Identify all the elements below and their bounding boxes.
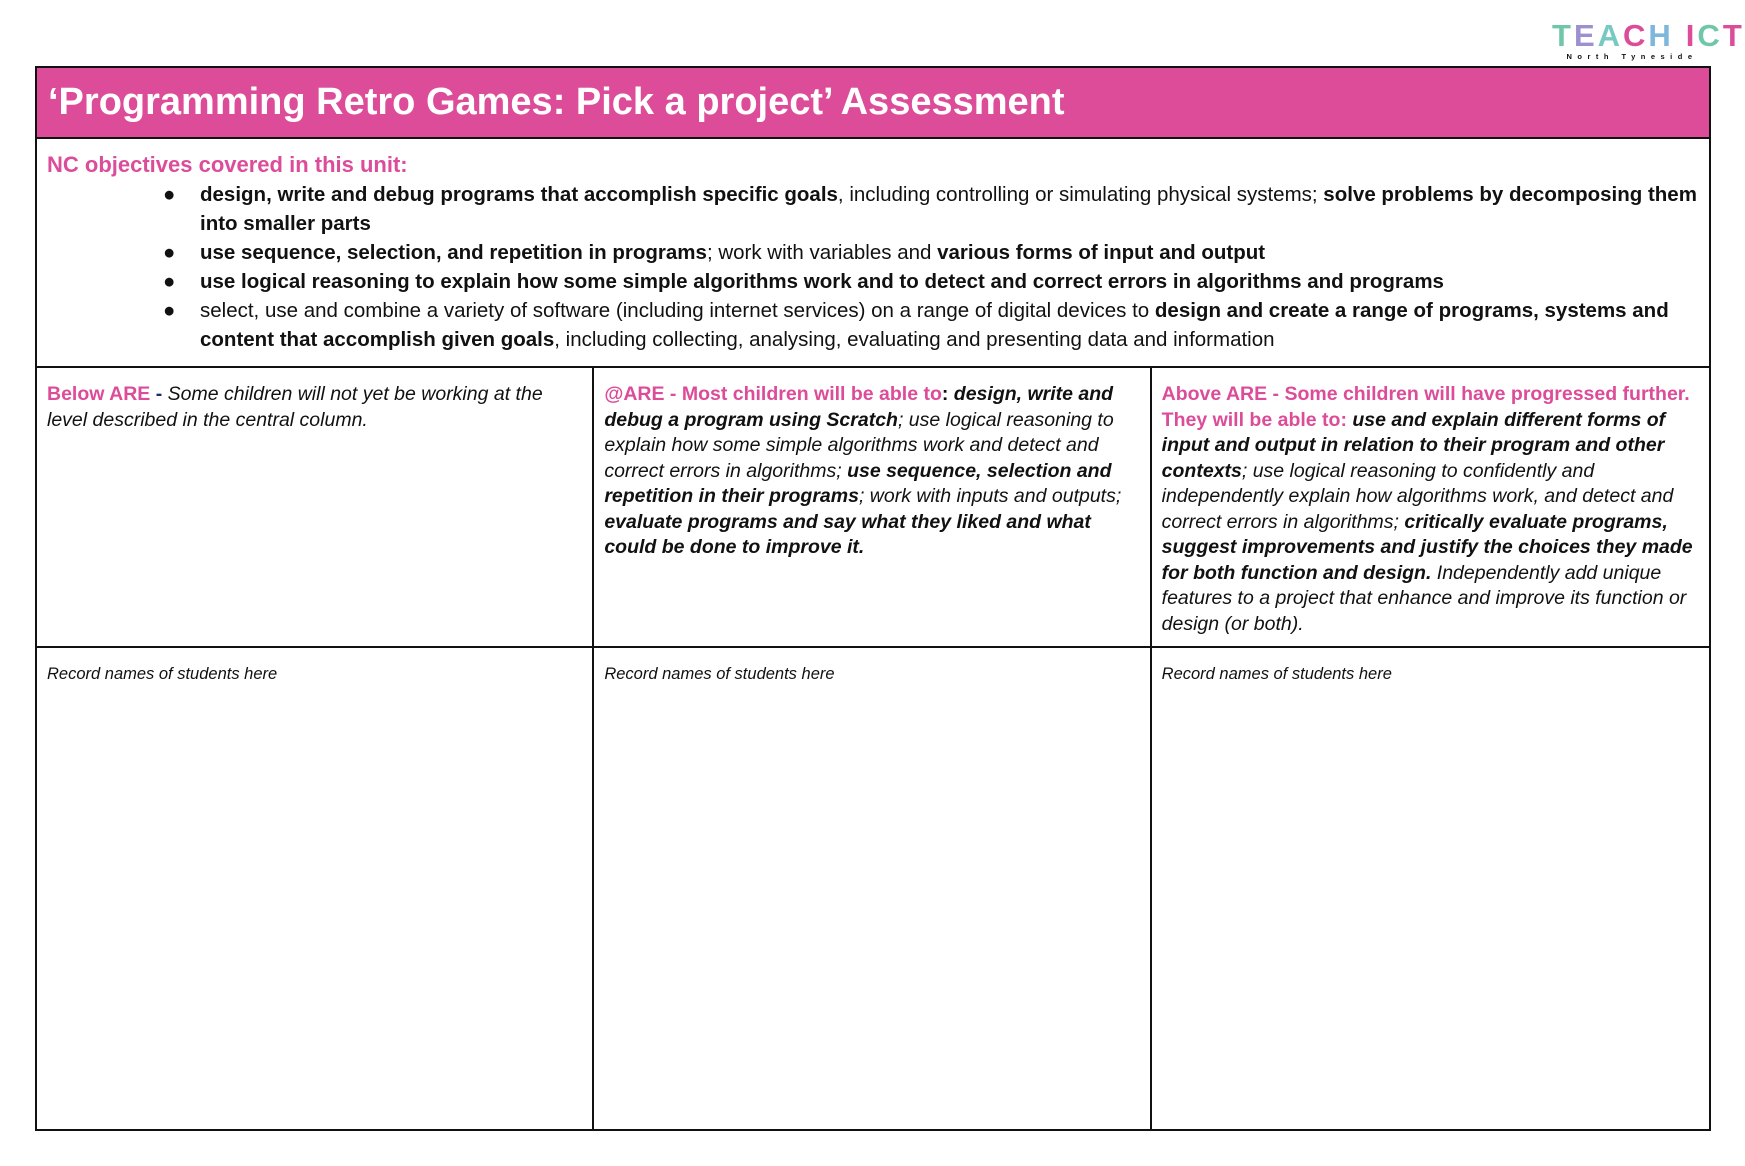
at-are-bold: evaluate programs and say what they liked and what could be done to improve it. bbox=[604, 510, 1091, 558]
record-label: Record names of students here bbox=[604, 665, 835, 683]
at-are-colon: : bbox=[941, 383, 954, 405]
above-are-label: Above ARE - Some children will have progressed further. They will be able to: bbox=[1161, 383, 1690, 431]
objective-item bbox=[47, 267, 1699, 296]
objective-bold: design and create a range of programs, systems and content that accomplish given goals bbox=[200, 299, 1669, 351]
at-are-cell bbox=[594, 368, 1151, 646]
at-are-bold: design, write and debug a program using Scratch bbox=[604, 383, 1114, 431]
objective-item bbox=[47, 238, 1699, 267]
at-are-description: ; work with inputs and outputs; bbox=[858, 485, 1122, 507]
levels-row bbox=[37, 368, 1709, 648]
objective-bold: design, write and debug programs that accomplish specific goals bbox=[200, 183, 838, 206]
logo-letter: T bbox=[1722, 18, 1745, 53]
objective-text: , including collecting, analysing, evaluating and presenting data and information bbox=[554, 328, 1275, 351]
logo-subtitle: North Tyneside bbox=[1566, 52, 1698, 61]
objectives-list bbox=[47, 180, 1699, 354]
above-are-text bbox=[1162, 382, 1699, 637]
logo-wordmark bbox=[1552, 18, 1745, 54]
at-are-description: ; use logical reasoning to explain how some simple algorithms work and detect and correct errors in algorithms; bbox=[604, 408, 1114, 482]
assessment-table bbox=[35, 66, 1711, 1131]
logo-letter: H bbox=[1648, 18, 1674, 53]
above-are-description: Independently add unique features to a project that enhance and improve its function or design (or both). bbox=[1161, 561, 1687, 635]
at-are-label: @ARE - Most children will be able to bbox=[604, 383, 942, 405]
record-cell-above[interactable] bbox=[1152, 648, 1709, 1129]
above-are-description: ; use logical reasoning to confidently and independently explain how algorithms work, and detect and correct errors in algorithms; bbox=[1161, 459, 1674, 533]
objectives-section bbox=[37, 139, 1709, 368]
title-bar bbox=[37, 68, 1709, 139]
record-label: Record names of students here bbox=[47, 665, 278, 683]
above-are-cell bbox=[1152, 368, 1709, 646]
below-are-text bbox=[47, 382, 582, 433]
record-cell-below[interactable] bbox=[37, 648, 594, 1129]
at-are-bold: use sequence, selection and repetition in their programs bbox=[604, 459, 1112, 507]
logo-letter: E bbox=[1573, 18, 1598, 53]
bullet-icon: ● bbox=[163, 183, 176, 206]
objective-bold: solve problems by decomposing them into smaller parts bbox=[200, 183, 1697, 235]
objective-item bbox=[47, 180, 1699, 238]
page-title: ‘Programming Retro Games: Pick a project’ Assessment bbox=[48, 81, 1065, 123]
below-are-label: Below ARE bbox=[47, 383, 151, 405]
logo-letter: T bbox=[1552, 18, 1574, 53]
records-row bbox=[37, 648, 1709, 1129]
objective-bold: various forms of input and output bbox=[937, 241, 1266, 264]
below-are-dash: - bbox=[150, 383, 168, 405]
bullet-icon: ● bbox=[163, 299, 176, 322]
below-are-description: Some children will not yet be working at the level described in the central column. bbox=[47, 383, 543, 431]
logo-letter: C bbox=[1623, 18, 1649, 53]
bullet-icon: ● bbox=[163, 241, 176, 264]
objective-text: ; work with variables and bbox=[706, 241, 938, 264]
above-are-bold: critically evaluate programs, suggest improvements and justify the choices they made for both function and design. bbox=[1161, 510, 1693, 584]
objective-item bbox=[47, 296, 1699, 354]
objective-text: , including controlling or simulating physical systems; bbox=[837, 183, 1324, 206]
objective-bold: use logical reasoning to explain how some simple algorithms work and to detect and correct errors in algorithms and programs bbox=[200, 270, 1444, 293]
objectives-heading: NC objectives covered in this unit: bbox=[47, 152, 408, 177]
record-cell-at[interactable] bbox=[594, 648, 1151, 1129]
bullet-icon: ● bbox=[163, 270, 176, 293]
at-are-text bbox=[604, 382, 1139, 561]
below-are-cell bbox=[37, 368, 594, 646]
logo-letter: I bbox=[1685, 18, 1698, 53]
teach-ict-logo bbox=[1552, 18, 1745, 61]
record-label: Record names of students here bbox=[1161, 665, 1392, 683]
above-are-bold: use and explain different forms of input and output in relation to their program and other contexts bbox=[1161, 408, 1666, 482]
logo-letter: C bbox=[1697, 18, 1723, 53]
logo-letter: A bbox=[1597, 18, 1624, 53]
objective-text: select, use and combine a variety of software (including internet services) on a range of digital devices to bbox=[200, 299, 1155, 322]
objective-bold: use sequence, selection, and repetition in programs bbox=[200, 241, 707, 264]
